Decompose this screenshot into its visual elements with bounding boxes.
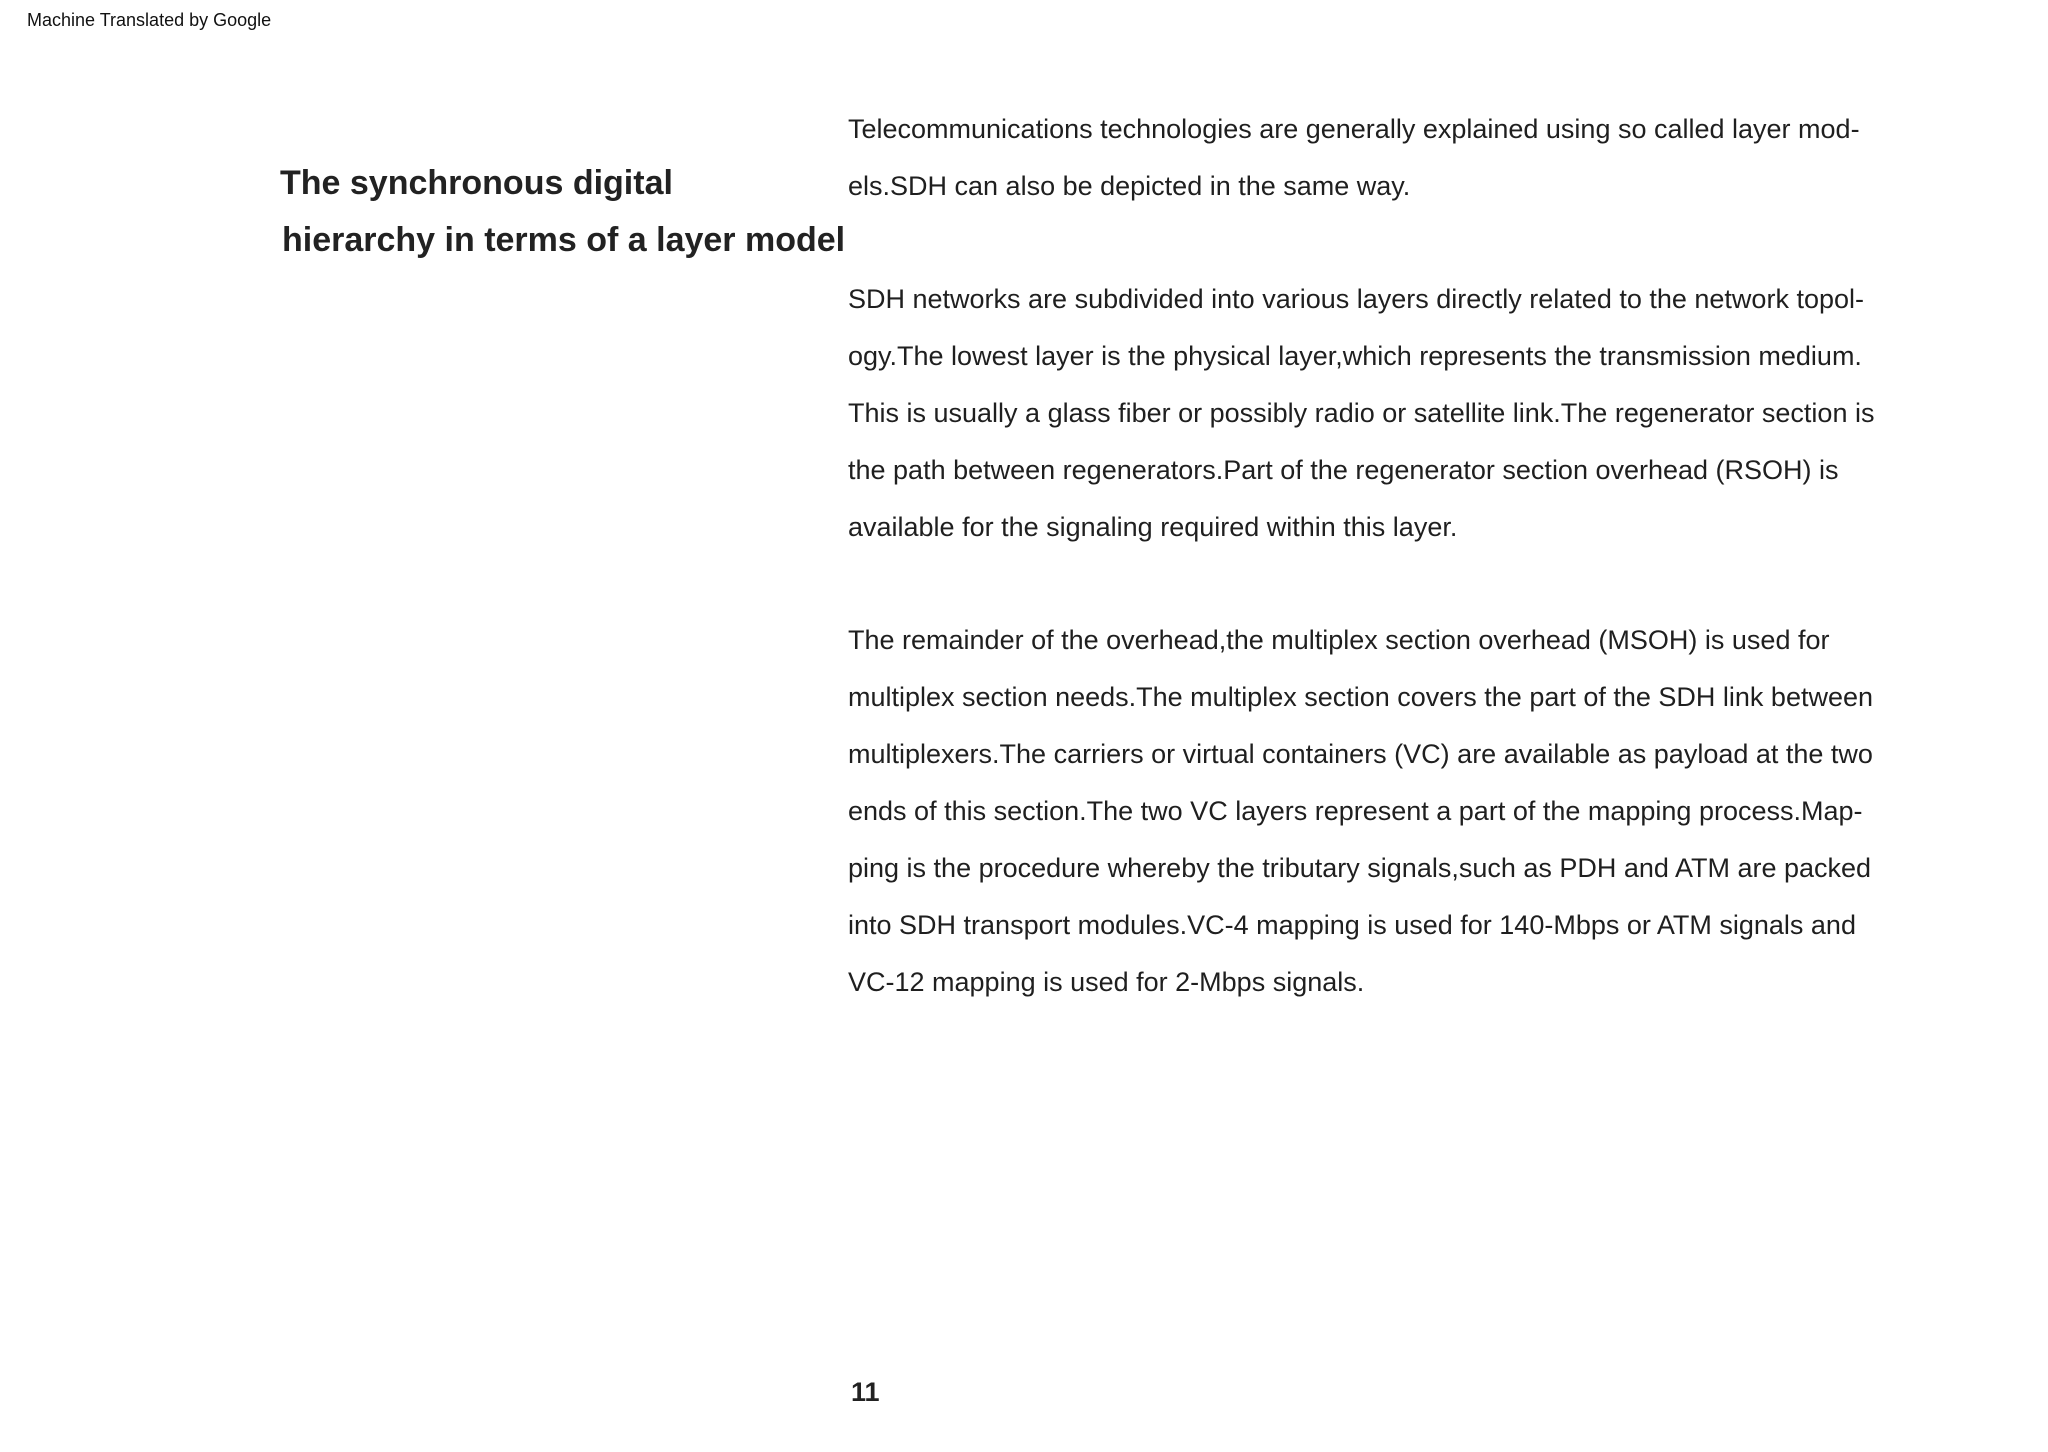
text-line: ends of this section.The two VC layers represent a part of the mapping process.Map- <box>848 796 1863 826</box>
text-line: multiplexers.The carriers or virtual containers (VC) are available as payload at the two <box>848 739 1873 769</box>
text-line: Telecommunications technologies are generally explained using so called layer mod- <box>848 114 1860 144</box>
text-line: multiplex section needs.The multiplex section covers the part of the SDH link between <box>848 682 1874 712</box>
text-line: ping is the procedure whereby the tributary signals,such as PDH and ATM are packed <box>848 853 1872 883</box>
machine-translated-label: Machine Translated by Google <box>27 10 272 30</box>
paragraph-layers <box>848 271 1928 556</box>
text-line: The remainder of the overhead,the multiplex section overhead (MSOH) is used for <box>848 625 1830 655</box>
text-line: SDH networks are subdivided into various layers directly related to the network topol- <box>848 284 1864 314</box>
text-line: ogy.The lowest layer is the physical layer,which represents the transmission medium. <box>848 341 1862 371</box>
text-line: VC-12 mapping is used for 2-Mbps signals. <box>848 967 1365 997</box>
section-heading-line-1: The synchronous digital <box>280 164 673 202</box>
paragraph-intro <box>848 101 1928 215</box>
page-number: 11 <box>851 1377 880 1407</box>
paragraph-multiplex <box>848 612 1928 1011</box>
body-text-column <box>848 101 1928 1067</box>
section-heading-line-2: hierarchy in terms of a layer model <box>282 221 846 259</box>
text-line: the path between regenerators.Part of the regenerator section overhead (RSOH) is <box>848 455 1839 485</box>
section-heading <box>280 155 850 269</box>
text-line: This is usually a glass fiber or possibly radio or satellite link.The regenerator section is <box>848 398 1875 428</box>
text-line: els.SDH can also be depicted in the same way. <box>848 171 1411 201</box>
text-line: into SDH transport modules.VC-4 mapping is used for 140-Mbps or ATM signals and <box>848 910 1856 940</box>
text-line: available for the signaling required within this layer. <box>848 512 1458 542</box>
